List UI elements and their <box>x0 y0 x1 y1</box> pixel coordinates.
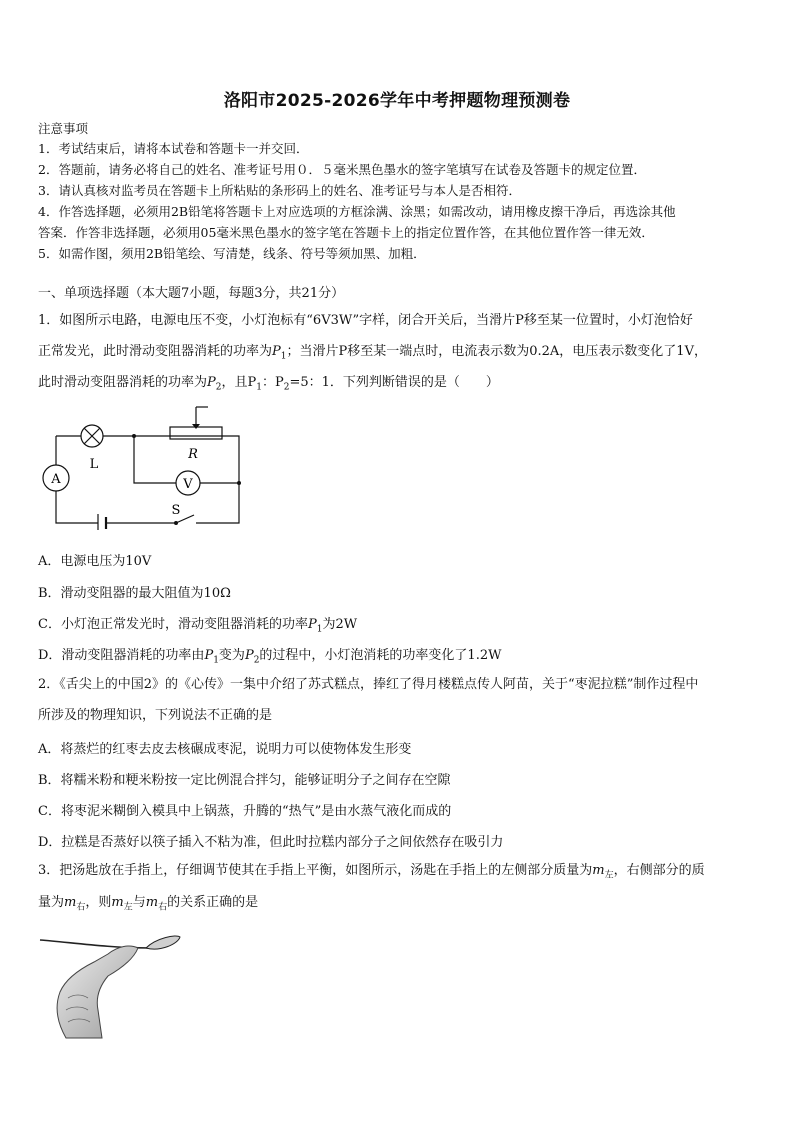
q1-option-c <box>38 613 357 635</box>
page-title: 洛阳市2025-2026学年中考押题物理预测卷 <box>223 91 571 111</box>
q1-option-a: A．电源电压为10V <box>38 554 152 569</box>
subscript: 右 <box>158 902 168 913</box>
notice-item-5: 5．如需作图，须用2B铅笔绘、写清楚，线条、符号等须加黑、加粗． <box>38 246 426 261</box>
symbol-m: m <box>592 863 605 878</box>
subscript: 2 <box>283 382 290 393</box>
q1-option-b: B．滑动变阻器的最大阻值为10Ω <box>38 586 231 601</box>
switch-label: S <box>171 503 181 518</box>
q2-option-c: C．将枣泥米糊倒入模具中上锅蒸，升腾的“热气”是由水蒸气液化而成的 <box>38 804 452 819</box>
q1-line-3 <box>38 374 758 397</box>
symbol-m: m <box>111 895 124 910</box>
q1-text: ；当滑片P移至某一端点时，电流表示数为0.2A，电压表示数变化了1V， <box>286 344 707 359</box>
notice-item-4: 4．作答选择题，必须用2B铅笔将答题卡上对应选项的方框涂满、涂黑；如需改动，请用橡皮擦干净后，再选涂其他 <box>38 204 676 219</box>
q1-text: 正常发光，此时滑动变阻器消耗的功率为 <box>38 344 273 359</box>
q3-text: 量为 <box>38 895 65 910</box>
q1-line-1: 1．如图所示电路，电源电压不变，小灯泡标有“6V3W”字样，闭合开关后，当滑片P移至某一位置时，小灯泡恰好 <box>38 313 693 328</box>
q1-text: 此时滑动变阻器消耗的功率为 <box>38 375 208 390</box>
section-heading: 一、单项选择题（本大题7小题，每题3分，共21分） <box>38 286 345 301</box>
q2-line-2: 所涉及的物理知识，下列说法不正确的是 <box>38 708 273 723</box>
q1-text: ，且P <box>221 375 257 390</box>
symbol-p: P <box>244 648 254 663</box>
circuit-diagram <box>36 405 246 530</box>
q3-line-2 <box>38 894 758 917</box>
option-text: 的过程中，小灯泡消耗的功率变化了1.2W <box>259 648 502 663</box>
subscript: 左 <box>123 902 133 913</box>
q3-text: ，右侧部分的质 <box>613 863 705 878</box>
ammeter-label: A <box>51 472 61 487</box>
resistor-label: R <box>188 447 198 462</box>
subscript: 右 <box>76 902 86 913</box>
q1-text: ：P <box>261 375 284 390</box>
q1-option-d <box>38 644 501 666</box>
q3-text: 的关系正确的是 <box>167 895 259 910</box>
symbol-m: m <box>145 895 159 910</box>
notice-heading: 注意事项 <box>38 121 89 136</box>
symbol-p: P <box>204 648 214 663</box>
notice-item-1: 1．考试结束后，请将本试卷和答题卡一并交回． <box>38 141 309 156</box>
subscript: 2 <box>215 382 222 393</box>
symbol-m: m <box>64 895 77 910</box>
subscript: 2 <box>253 655 260 666</box>
voltmeter-label: V <box>183 477 193 492</box>
subscript: 1 <box>280 351 287 362</box>
option-text: 为2W <box>322 617 358 632</box>
q2-option-d: D．拉糕是否蒸好以筷子插入不粘为准，但此时拉糕内部分子之间依然存在吸引力 <box>38 835 504 850</box>
subscript: 1 <box>256 382 262 393</box>
q3-text: ，则 <box>85 895 112 910</box>
symbol-p: P <box>307 617 317 632</box>
lamp-label: L <box>89 457 99 472</box>
symbol-p: P <box>272 344 281 359</box>
q1-line-2 <box>38 343 758 366</box>
subscript: 1 <box>316 624 323 635</box>
option-text: C．小灯泡正常发光时，滑动变阻器消耗的功率 <box>38 617 308 632</box>
q3-line-1 <box>38 862 758 885</box>
q2-option-b: B．将糯米粉和粳米粉按一定比例混合拌匀，能够证明分子之间存在空隙 <box>38 773 451 788</box>
notice-item-2: 2．答题前，请务必将自己的姓名、准考证号用０．５毫米黑色墨水的签字笔填写在试卷及答题卡的规定位置． <box>38 162 646 177</box>
notice-item-3: 3．请认真核对监考员在答题卡上所粘贴的条形码上的姓名、准考证号与本人是否相符． <box>38 183 521 198</box>
symbol-p: P <box>207 375 216 390</box>
q3-text: 与 <box>132 895 146 910</box>
q3-text: 3．把汤匙放在手指上，仔细调节使其在手指上平衡，如图所示，汤匙在手指上的左侧部分质量为 <box>38 863 593 878</box>
option-text: D．滑动变阻器消耗的功率由 <box>38 648 205 663</box>
q2-option-a: A．将蒸烂的红枣去皮去核碾成枣泥，说明力可以使物体发生形变 <box>38 742 412 757</box>
spoon-on-finger-illustration <box>38 928 183 1040</box>
option-text: 变为 <box>218 648 245 663</box>
q1-text: =5：1．下列判断错误的是（ ） <box>289 375 499 390</box>
subscript: 1 <box>213 655 219 666</box>
subscript: 左 <box>604 870 614 881</box>
notice-item-4-cont: 答案．作答非选择题，必须用05毫米黑色墨水的签字笔在答题卡上的指定位置作答，在其他位置作答一律无效． <box>38 225 654 240</box>
q2-line-1: 2．《舌尖上的中国2》的《心传》一集中介绍了苏式糕点，捧红了得月楼糕点传人阿苗，关于“枣泥拉糕”制作过程中 <box>38 677 699 692</box>
